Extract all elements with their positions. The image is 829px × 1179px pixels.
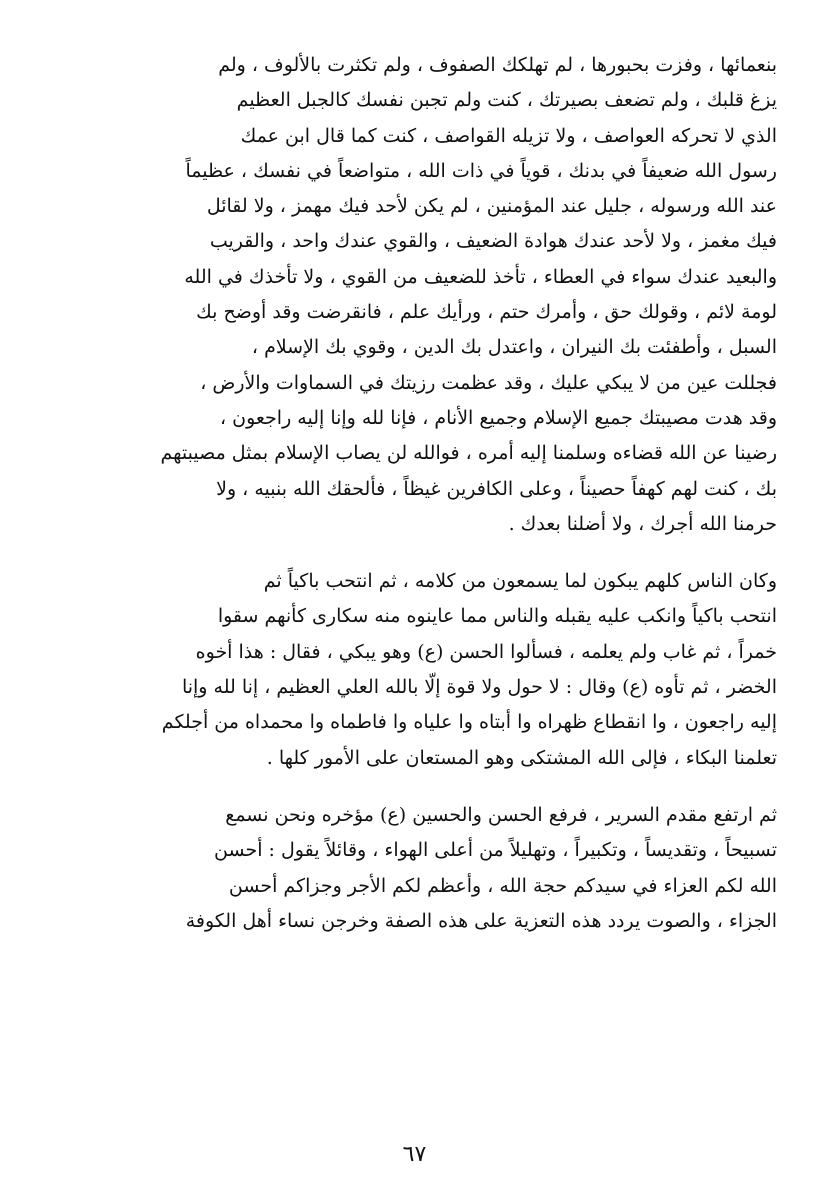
paragraph-3 xyxy=(52,798,777,939)
text-line: السبل ، وأطفئت بك النيران ، واعتدل بك الدين ، وقوي بك الإسلام ، xyxy=(251,336,777,359)
text-line: بك ، كنت لهم كهفاً حصيناً ، وعلى الكافرين غيظاً ، فألحقك الله بنبيه ، ولا xyxy=(216,477,777,500)
text-line: وقد هدت مصيبتك جميع الإسلام وجميع الأنام ، فإنا لله وإنا إليه راجعون ، xyxy=(219,406,777,429)
text-line: الجزاء ، والصوت يردد هذه التعزية على هذه الصفة وخرجن نساء أهل الكوفة xyxy=(185,909,777,932)
page-number: ٦٧ xyxy=(402,1142,427,1167)
text-line: رضينا عن الله قضاءه وسلمنا إليه أمره ، فوالله لن يصاب الإسلام بمثل مصيبتهم xyxy=(160,442,777,465)
text-line: الخضر ، ثم تأوه (ع) وقال : لا حول ولا قوة إلّا بالله العلي العظيم ، إنا لله وإنا xyxy=(181,676,777,699)
text-line: فيك مغمز ، ولا لأحد عندك هوادة الضعيف ، والقوي عندك واحد ، والقريب xyxy=(209,230,777,253)
text-line: خمراً ، ثم غاب ولم يعلمه ، فسألوا الحسن (ع) وهو يبكي ، فقال : هذا أخوه xyxy=(195,640,777,663)
text-line: يزغ قلبك ، ولم تضعف بصيرتك ، كنت ولم تجبن نفسك كالجبل العظيم xyxy=(236,89,777,112)
text-line: عند الله ورسوله ، جليل عند المؤمنين ، لم يكن لأحد فيك مهمز ، ولا لقائل xyxy=(206,195,777,218)
text-line: لومة لائم ، وقولك حق ، وأمرك حتم ، ورأيك علم ، فانقرضت وقد أوضح بك xyxy=(196,301,777,324)
text-line: تسبيحاً ، وتقديساً ، وتكبيراً ، وتهليلاً من أعلى الهواء ، وقائلاً يقول : أحسن xyxy=(214,839,777,862)
text-line: إليه راجعون ، وا انقطاع ظهراه وا أبتاه وا علياه وا فاطماه وا محمداه من أجلكم xyxy=(161,711,777,734)
paragraph-2 xyxy=(52,564,777,776)
text-line: الله لكم العزاء في سيدكم حجة الله ، وأعظم لكم الأجر وجزاكم أحسن xyxy=(228,874,777,897)
body-text xyxy=(52,48,777,939)
text-line: رسول الله ضعيفاً في بدنك ، قوياً في ذات الله ، متواضعاً في نفسك ، عظيماً xyxy=(185,159,777,182)
paragraph-1 xyxy=(52,48,777,542)
text-line: الذي لا تحركه العواصف ، ولا تزيله القواصف ، كنت كما قال ابن عمك xyxy=(240,124,777,147)
text-line: تعلمنا البكاء ، فإلى الله المشتكى وهو المستعان على الأمور كلها . xyxy=(266,746,777,769)
text-line: حرمنا الله أجرك ، ولا أضلنا بعدك . xyxy=(508,512,777,535)
text-line: ثم ارتفع مقدم السرير ، فرفع الحسن والحسين (ع) مؤخره ونحن نسمع xyxy=(225,803,777,826)
text-line: انتحب باكياً وانكب عليه يقبله والناس مما عاينوه منه سكارى كأنهم سقوا xyxy=(217,605,777,628)
text-line: والبعيد عندك سواء في العطاء ، تأخذ للضعيف من القوي ، ولا تأخذك في الله xyxy=(184,265,777,288)
text-line: بنعمائها ، وفزت بحبورها ، لم تهلكك الصفوف ، ولم تكثرت بالألوف ، ولم xyxy=(218,54,777,76)
text-line: فجللت عين من لا يبكي عليك ، وقد عظمت رزيتك في السماوات والأرض ، xyxy=(200,371,777,394)
text-line: وكان الناس كلهم يبكون لما يسمعون من كلامه ، ثم انتحب باكياً ثم xyxy=(263,570,777,593)
